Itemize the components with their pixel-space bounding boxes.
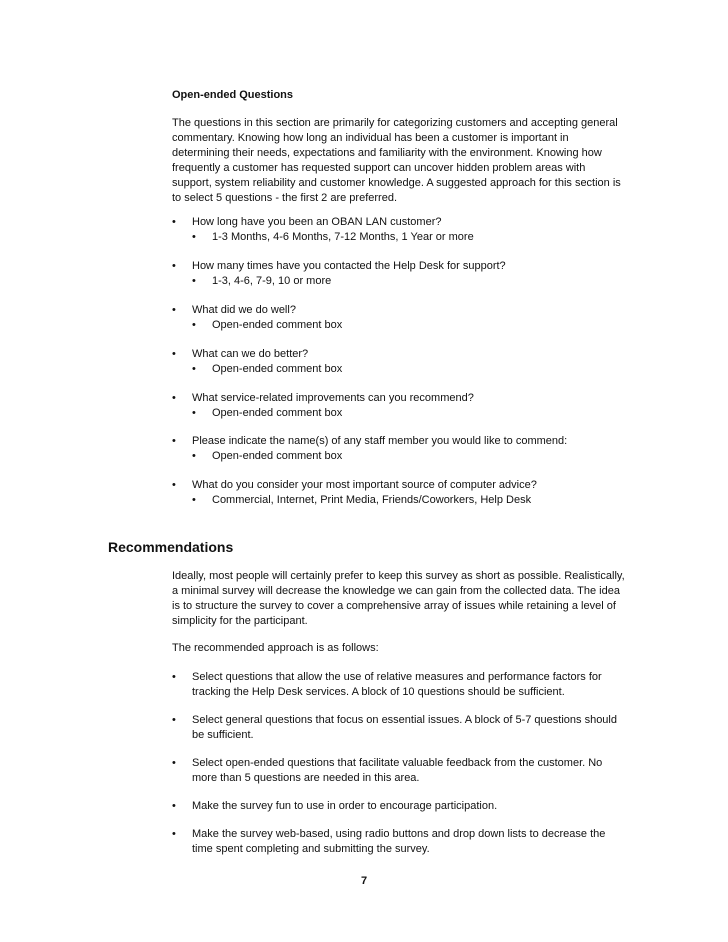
section-intro-paragraph: The questions in this section are primarily for categorizing customers and accepting general commentary. Knowing how long an individual has been a customer is important in determining their needs, expectations and familiarity with the environment. Knowing how frequently a customer has requested support can uncover hidden problem areas with support, system reliability and customer knowledge. A suggested approach for this section is to select 5 questions - the first 2 are preferred. [172,117,621,204]
bullet-glyph: • [172,216,176,228]
recommendation-text: Make the survey web-based, using radio buttons and drop down lists to decrease the time spent completing and submitting the survey. [192,828,606,855]
bullet-glyph: • [172,260,176,272]
answer-text: 1-3 Months, 4-6 Months, 7-12 Months, 1 Year or more [212,231,474,243]
bullet-glyph: • [192,407,196,419]
bullet-glyph: • [172,800,176,812]
recommendations-paragraph: Ideally, most people will certainly prefer to keep this survey as short as possible. Realistically, a minimal survey will decrease the knowledge we can gain from the collected data. The idea is to structure the survey to cover a comprehensive array of issues while retaining a level of simplicity for the participant. [172,570,625,627]
bullet-glyph: • [172,435,176,447]
answer-text: 1-3, 4-6, 7-9, 10 or more [212,275,332,287]
bullet-glyph: • [192,319,196,331]
bullet-glyph: • [172,479,176,491]
recommendation-text: Make the survey fun to use in order to encourage participation. [192,800,498,812]
answer-text: Open-ended comment box [212,450,343,462]
question-text: What service-related improvements can you recommend? [192,392,474,404]
bullet-glyph: • [192,363,196,375]
question-text: How long have you been an OBAN LAN customer? [192,216,442,228]
bullet-glyph: • [192,450,196,462]
answer-text: Commercial, Internet, Print Media, Friends/Coworkers, Help Desk [212,494,532,506]
answer-text: Open-ended comment box [212,407,343,419]
answer-text: Open-ended comment box [212,363,343,375]
approach-intro: The recommended approach is as follows: [172,642,379,654]
question-text: How many times have you contacted the Help Desk for support? [192,260,506,272]
bullet-glyph: • [172,714,176,726]
bullet-glyph: • [172,348,176,360]
bullet-glyph: • [172,828,176,840]
bullet-glyph: • [172,304,176,316]
bullet-glyph: • [192,275,196,287]
question-text: What do you consider your most important source of computer advice? [192,479,537,491]
answer-text: Open-ended comment box [212,319,343,331]
bullet-glyph: • [192,494,196,506]
recommendation-text: Select general questions that focus on essential issues. A block of 5-7 questions should be sufficient. [192,714,617,741]
section-heading-open-ended: Open-ended Questions [172,89,294,101]
section-heading-recommendations: Recommendations [108,539,234,555]
question-text: Please indicate the name(s) of any staff member you would like to commend: [192,435,568,447]
recommendation-text: Select questions that allow the use of relative measures and performance factors for tracking the Help Desk services. A block of 10 questions should be sufficient. [192,671,602,698]
bullet-glyph: • [172,671,176,683]
question-text: What did we do well? [192,304,296,316]
bullet-glyph: • [192,231,196,243]
bullet-glyph: • [172,757,176,769]
recommendation-text: Select open-ended questions that facilitate valuable feedback from the customer. No more than 5 questions are needed in this area. [192,757,603,784]
page-number: 7 [360,875,368,887]
question-text: What can we do better? [192,348,309,360]
bullet-glyph: • [172,392,176,404]
